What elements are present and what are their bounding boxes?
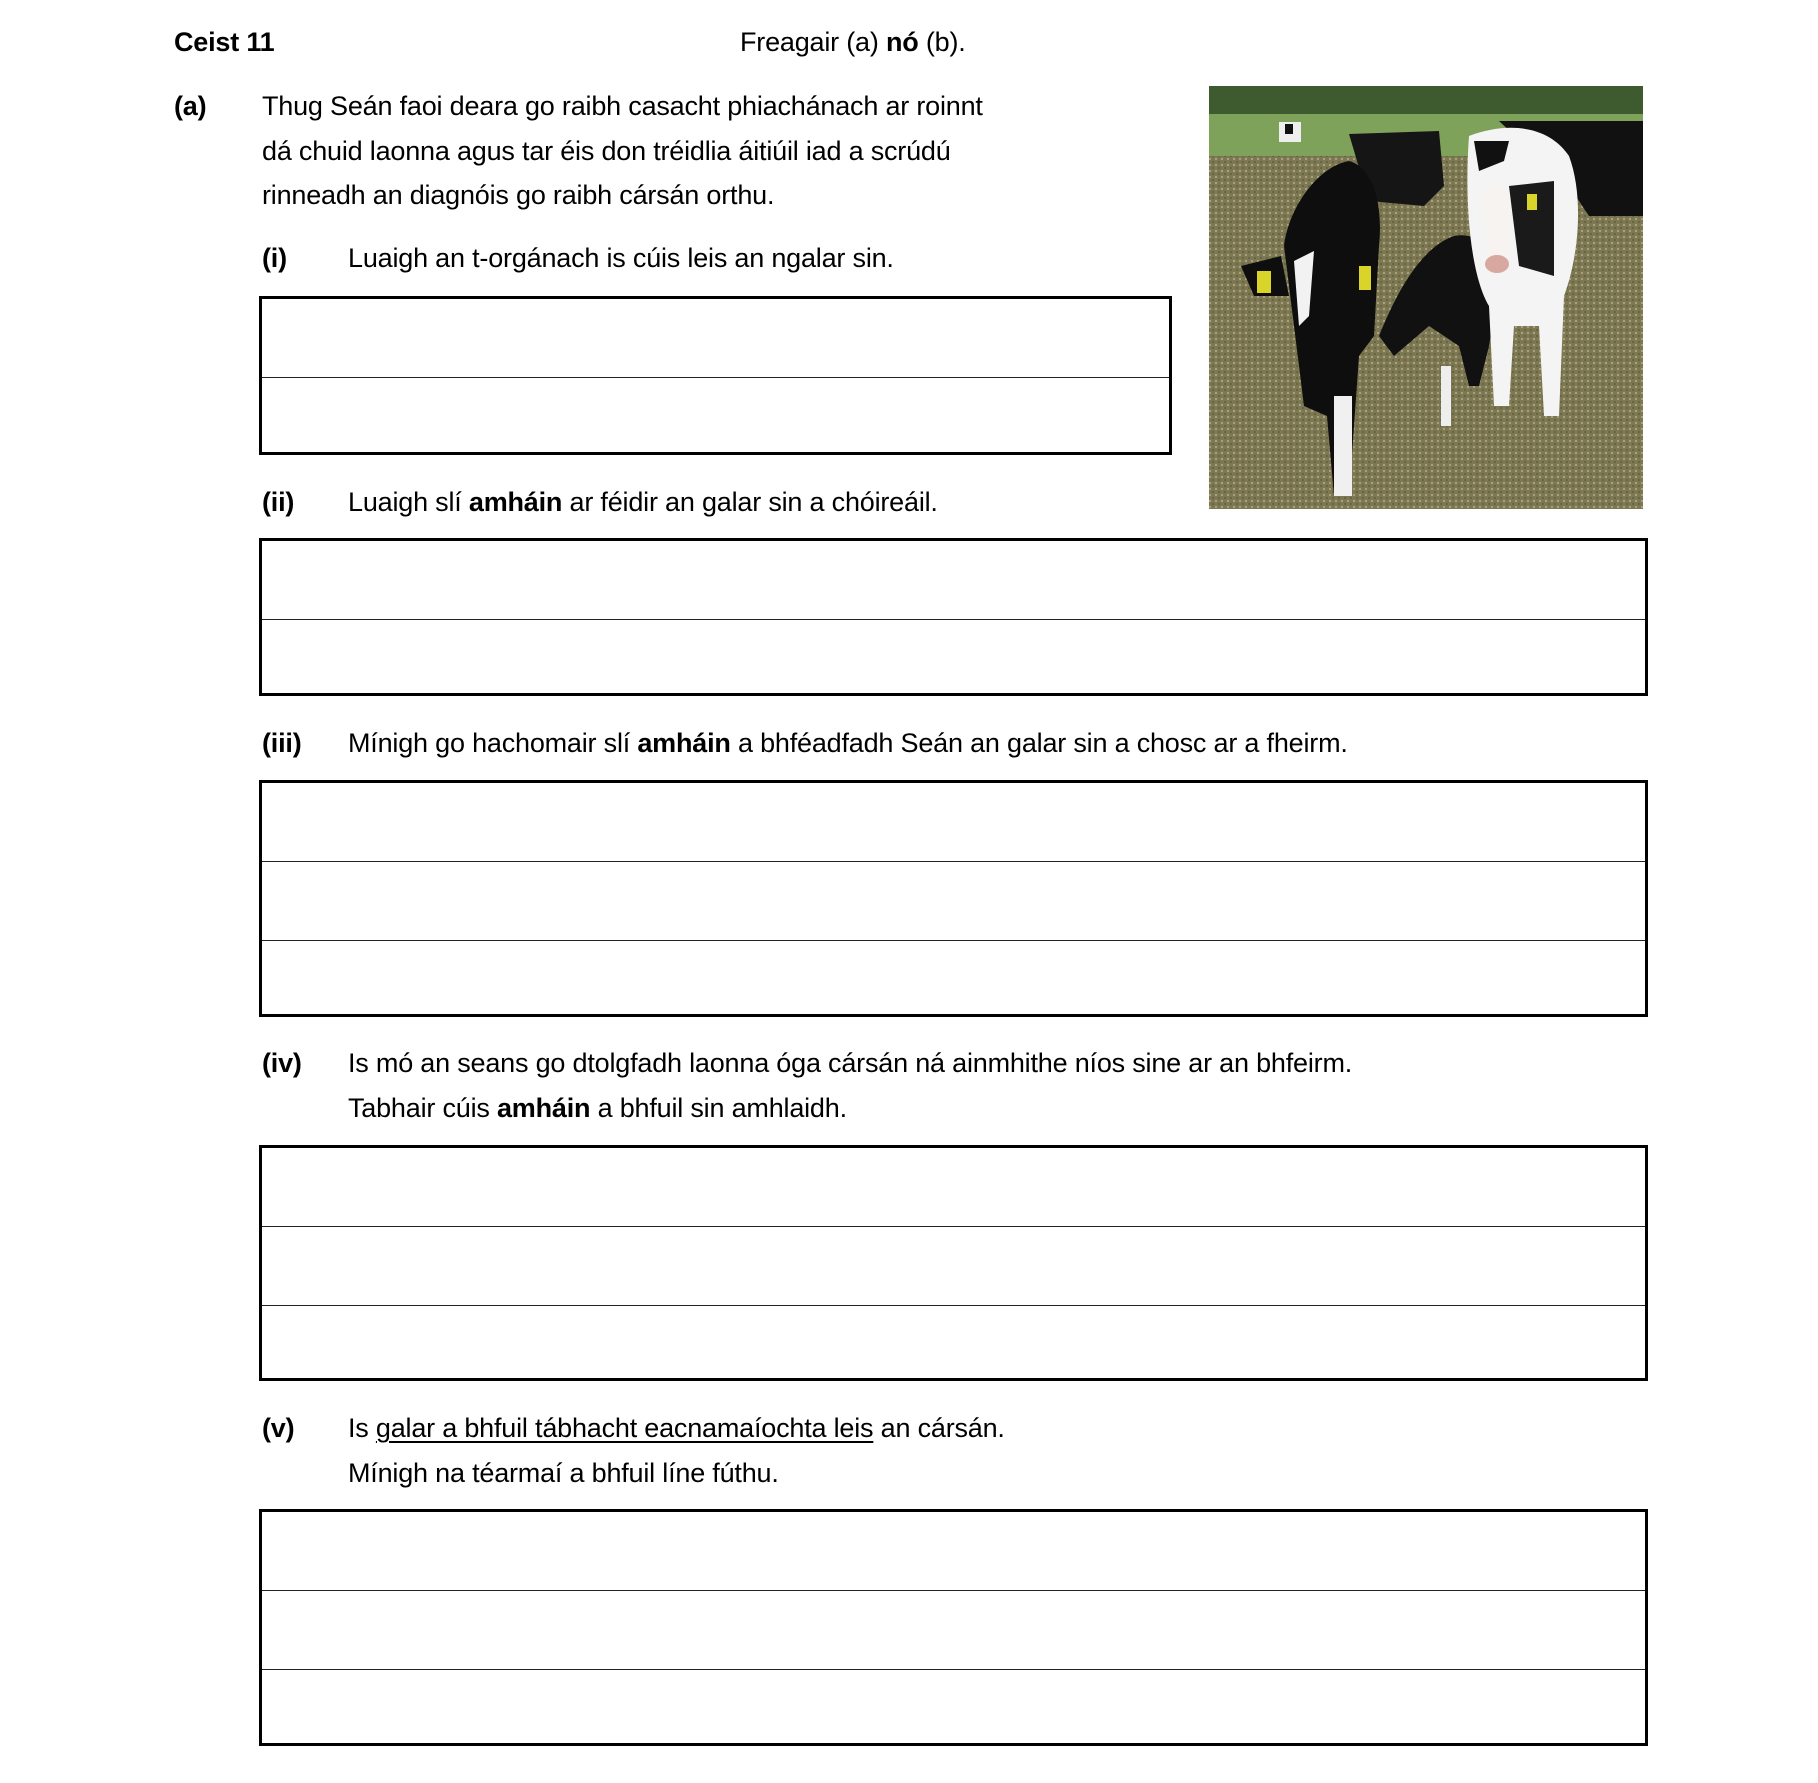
- emphasis-amhain: amháin: [496, 1093, 591, 1123]
- emphasis-amhain: amháin: [637, 728, 731, 758]
- calves-photo: [1209, 86, 1643, 509]
- underlined-terms: galar a bhfuil tábhacht eacnamaíochta leis: [375, 1413, 874, 1443]
- answer-line-iv-3[interactable]: [262, 1305, 1645, 1378]
- text-part: Is: [348, 1413, 376, 1443]
- answer-line-i-2[interactable]: [262, 377, 1169, 452]
- text-part: an cársán.: [873, 1413, 1005, 1443]
- answer-box-iii[interactable]: [259, 780, 1648, 1017]
- intro-line-2: dá chuid laonna agus tar éis don tréidlia áitiúil iad a scrúdú: [262, 136, 951, 166]
- answer-line-iv-2[interactable]: [262, 1226, 1645, 1305]
- instruction-bold-or: nó: [885, 27, 919, 57]
- question-iv-label: (iv): [262, 1048, 302, 1078]
- intro-line-3: rinneadh an diagnóis go raibh cársán orthu.: [262, 180, 775, 210]
- question-ii-label: (ii): [262, 487, 295, 517]
- answer-line-v-2[interactable]: [262, 1590, 1645, 1669]
- answer-line-iii-3[interactable]: [262, 940, 1645, 1014]
- answer-line-ii-2[interactable]: [262, 619, 1645, 693]
- emphasis-amhain: amháin: [468, 487, 563, 517]
- photo-calves-icon: [1209, 86, 1643, 509]
- intro-line-1: Thug Seán faoi deara go raibh casacht phiachánach ar roinnt: [262, 91, 983, 121]
- question-i-text: Luaigh an t-orgánach is cúis leis an ngalar sin.: [348, 243, 894, 273]
- question-i-label: (i): [262, 243, 287, 273]
- question-iii-text: [348, 727, 1348, 759]
- text-part: a bhféadfadh Seán an galar sin a chosc ar a fheirm.: [730, 728, 1348, 758]
- question-v-line-1: [348, 1412, 1005, 1444]
- question-number: Ceist 11: [174, 27, 275, 57]
- part-a-label: (a): [174, 91, 207, 121]
- question-ii-text: [348, 486, 938, 518]
- answer-box-iv[interactable]: [259, 1145, 1648, 1381]
- answer-box-i[interactable]: [259, 296, 1172, 455]
- question-v-label: (v): [262, 1413, 295, 1443]
- text-part: Mínigh go hachomair slí: [348, 728, 638, 758]
- answer-line-iv-1[interactable]: [262, 1148, 1645, 1226]
- answer-box-ii[interactable]: [259, 538, 1648, 696]
- question-iv-line-1: Is mó an seans go dtolgfadh laonna óga cársán ná ainmhithe níos sine ar an bhfeirm.: [348, 1048, 1353, 1078]
- answer-line-iii-2[interactable]: [262, 861, 1645, 940]
- text-part: ar féidir an galar sin a chóireáil.: [562, 487, 938, 517]
- question-iii-label: (iii): [262, 728, 302, 758]
- answer-box-v[interactable]: [259, 1509, 1648, 1746]
- answer-line-i-1[interactable]: [262, 299, 1169, 377]
- text-part: Tabhair cúis: [348, 1093, 497, 1123]
- text-part: a bhfuil sin amhlaidh.: [590, 1093, 847, 1123]
- question-v-line-2: Mínigh na téarmaí a bhfuil líne fúthu.: [348, 1458, 779, 1488]
- instruction-prefix: Freagair (a): [740, 27, 886, 57]
- text-part: Luaigh slí: [348, 487, 469, 517]
- question-iv-line-2: [348, 1092, 847, 1124]
- answer-line-iii-1[interactable]: [262, 783, 1645, 861]
- answer-instruction: [740, 26, 966, 58]
- answer-line-v-3[interactable]: [262, 1669, 1645, 1743]
- instruction-suffix: (b).: [918, 27, 966, 57]
- answer-line-v-1[interactable]: [262, 1512, 1645, 1590]
- answer-line-ii-1[interactable]: [262, 541, 1645, 619]
